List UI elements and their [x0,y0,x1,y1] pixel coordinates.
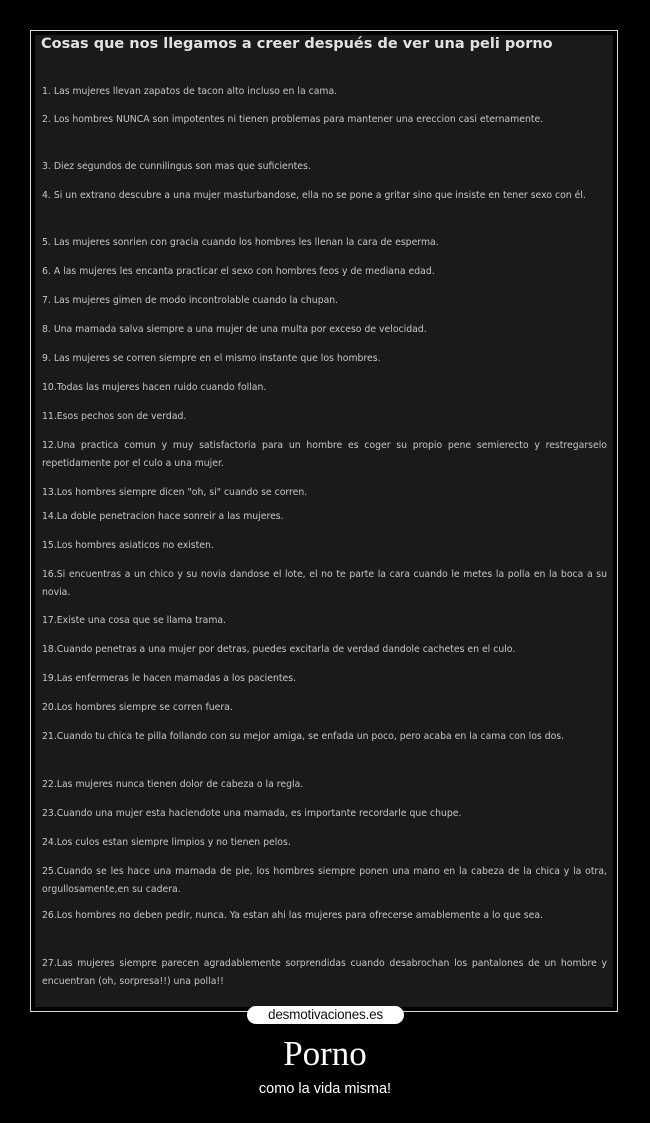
list-item: 17.Existe una cosa que se llama trama. [42,615,227,626]
list-item: 12.Una practica comun y muy satisfactoria para un hombre es coger su propio pene semierecto y restregarselo repetidamente por el culo a una mujer. [42,440,607,469]
list-item: 22.Las mujeres nunca tienen dolor de cabeza o la regla. [42,779,304,790]
list-item: 10.Todas las mujeres hacen ruido cuando follan. [42,382,267,393]
list-item: 23.Cuando una mujer esta haciendote una mamada, es importante recordarle que chupe. [42,808,462,819]
list-item: 7. Las mujeres gimen de modo incontrolable cuando la chupan. [42,295,339,306]
list-item: 14.La doble penetracion hace sonreir a las mujeres. [42,511,284,522]
list-item: 21.Cuando tu chica te pilla follando con su mejor amiga, se enfada un poco, pero acaba en la cama con los dos. [42,731,565,742]
list-item: 9. Las mujeres se corren siempre en el mismo instante que los hombres. [42,353,381,364]
list-item: 1. Las mujeres llevan zapatos de tacon alto incluso en la cama. [42,86,338,97]
list-item: 20.Los hombres siempre se corren fuera. [42,702,233,713]
list-item: 8. Una mamada salva siempre a una mujer de una multa por exceso de velocidad. [42,324,427,335]
list-item: 4. Si un extrano descubre a una mujer masturbandose, ella no se pone a gritar sino que insiste en tener sexo con él. [42,190,586,201]
list-item: 19.Las enfermeras le hacen mamadas a los pacientes. [42,673,297,684]
list-item: 6. A las mujeres les encanta practicar el sexo con hombres feos y de mediana edad. [42,266,435,277]
list-item: 25.Cuando se les hace una mamada de pie, los hombres siempre ponen una mano en la cabeza de la chica y la otra, orgullosamente,en su cadera. [42,866,607,895]
list-item: 15.Los hombres asiaticos no existen. [42,540,214,551]
list-item: 16.Si encuentras a un chico y su novia dandose el lote, el no te parte la cara cuando le metes la polla en la boca a su novia. [42,569,607,598]
site-watermark-link[interactable]: desmotivaciones.es [247,1006,404,1024]
list-item: 2. Los hombres NUNCA son impotentes ni tienen problemas para mantener una ereccion casi eternamente. [42,114,544,125]
list-item: 5. Las mujeres sonrien con gracia cuando los hombres les llenan la cara de esperma. [42,237,439,248]
caption-title: Porno [283,1034,367,1073]
poster-title: Cosas que nos llegamos a creer después de ver una peli porno [41,36,553,52]
caption-subtitle: como la vida misma! [258,1081,392,1097]
list-item: 11.Esos pechos son de verdad. [42,411,187,422]
list-item: 13.Los hombres siempre dicen "oh, si" cuando se corren. [42,487,308,498]
poster-frame [30,30,618,1012]
list-item: 26.Los hombres no deben pedir, nunca. Ya estan ahi las mujeres para ofrecerse amablemente a lo que sea. [42,910,543,921]
poster-image [35,35,613,1007]
list-item: 27.Las mujeres siempre parecen agradablemente sorprendidas cuando desabrochan los pantalones de un hombre y encuentran (oh, sorpresa!!) una polla!! [42,958,607,987]
list-item: 18.Cuando penetras a una mujer por detras, puedes excitarla de verdad dandole cachetes en el culo. [42,644,516,655]
list-item: 3. Diez segundos de cunnilingus son mas que suficientes. [42,161,311,172]
list-item: 24.Los culos estan siempre limpios y no tienen pelos. [42,837,291,848]
